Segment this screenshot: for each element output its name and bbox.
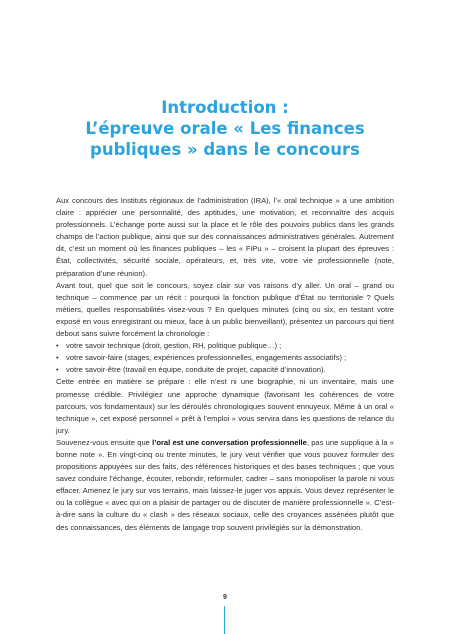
title-line-1: Introduction : <box>161 98 289 117</box>
paragraph-entry: Cette entrée en matière se prépare : elle n’est ni une biographie, ni un inventaire, mais une promesse crédible. Privilégiez une approche dynamique (favorisant les cohérences de votre parcours, vos fondamentaux) sur les déroulés chronologiques souvent ennuyeux. Même à un oral « technique », cet exposé personnel « prêt à l’emploi » vous servira dans les questions de relance du jury. <box>56 377 394 435</box>
paragraph-presentation: Avant tout, quel que soit le concours, soyez clair sur vos raisons d’y aller. Un oral – grand ou technique – commence par un récit : pourquoi la fonction publique d’État ou territoriale ? Quels métiers, quelles responsabilités visez-vous ? En quelques minutes (cinq ou six, en testant votre exposé en vous enregistrant ou mieux, face à un public bienveillant), présentez un parcours qui tient debout sans suivre forcément la chronologie : <box>56 280 394 339</box>
bullet-item <box>56 364 394 376</box>
bullet-icon: • <box>56 365 59 375</box>
bullet-text: votre savoir technique (droit, gestion, RH, politique publique…) ; <box>66 341 282 351</box>
paragraph-conversation-start: Souvenez-vous ensuite que <box>56 437 153 447</box>
bullet-icon: • <box>56 341 59 351</box>
paragraph-intro: Aux concours des Instituts régionaux de l’administration (IRA), l’« oral technique » a une ambition claire : apprécier une personnalité, des aptitudes, une motivation, et reconnaître des acquis professionnels. L’échange porte aussi sur la place et le rôle des pouvoirs publics dans les grands champs de l’action publique, ainsi que sur des connaissances administratives générales. Autrement dit, c’est un moment où les finances publiques – les « FiPu » – croisent la plupart des épreuves : État, collectivités, sécurité sociale, opérateurs, et, très vite, votre vie professionnelle (note, préparation d’une réunion). <box>56 196 394 278</box>
bullet-icon: • <box>56 353 59 363</box>
bullet-item <box>56 340 394 352</box>
chapter-title <box>0 97 450 160</box>
bullet-text: votre savoir-être (travail en équipe, conduite de projet, capacité d’innovation). <box>66 365 326 375</box>
bullet-item <box>56 352 394 364</box>
paragraph-conversation-end: , pas une supplique à la « bonne note ». En vingt-cinq ou trente minutes, le jury veut vérifier que vous pouvez formuler des propositions appuyées sur des faits, des références historiques et des bases techniques ; que vous savez conduire l’échange, écouter, rebondir, reformuler, cadrer – sans monopoliser la parole ni vous effacer. Amenez le jury sur vos terrains, mais laissez-le juger vos appuis. Vous devez représenter le ou la collègue « avec qui on a plaisir de partager ou de discuter de manière professionnelle ». C’est-à-dire sans la culture du « clash » des réseaux sociaux, celle des croyances assénées plutôt que des connaissances, des éléments de langage trop souvent privilégiés sur la démonstration. <box>56 437 394 532</box>
title-line-2: L’épreuve orale « Les finances <box>85 119 365 138</box>
title-line-3: publiques » dans le concours <box>90 140 360 159</box>
footer-rule <box>224 606 225 634</box>
paragraph-conversation <box>56 437 394 534</box>
body-text <box>56 195 394 534</box>
bullet-text: votre savoir-faire (stages, expériences professionnelles, engagements associatifs) ; <box>66 353 347 363</box>
page-number: 9 <box>223 594 227 601</box>
emphasis-text: l’oral est une conversation professionnelle <box>152 437 307 447</box>
